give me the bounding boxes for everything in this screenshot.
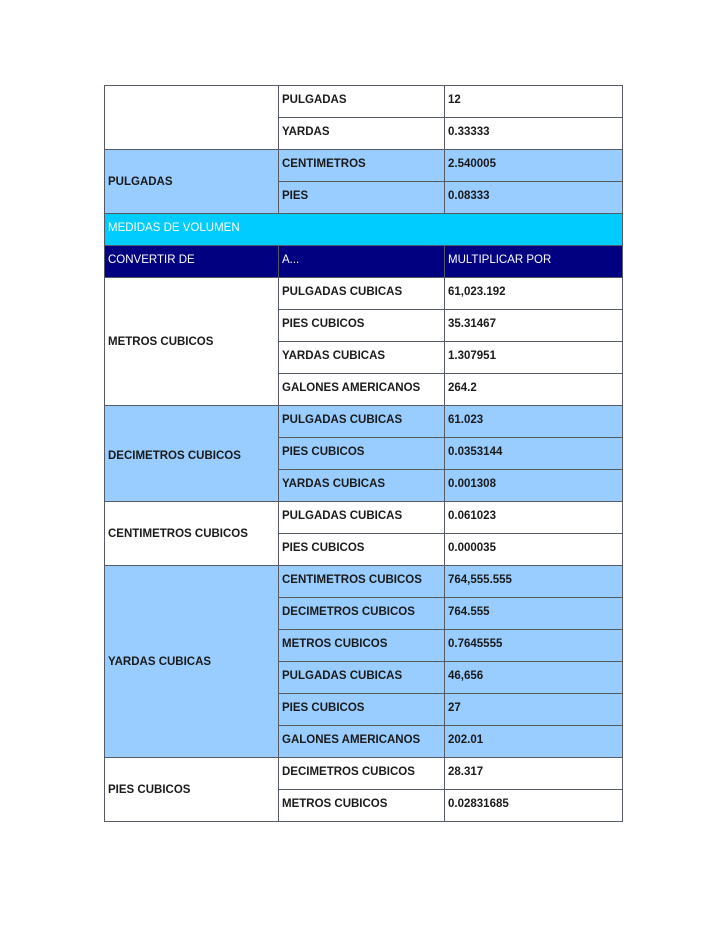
to-cell: PIES CUBICOS bbox=[279, 438, 445, 470]
to-cell: PULGADAS bbox=[279, 86, 445, 118]
factor-cell: 0.001308 bbox=[445, 470, 623, 502]
table-row bbox=[105, 150, 623, 182]
from-cell: CENTIMETROS CUBICOS bbox=[105, 502, 279, 566]
from-cell: DECIMETROS CUBICOS bbox=[105, 406, 279, 502]
conversion-table-body bbox=[105, 86, 623, 822]
to-cell: DECIMETROS CUBICOS bbox=[279, 758, 445, 790]
to-cell: GALONES AMERICANOS bbox=[279, 726, 445, 758]
factor-cell: 27 bbox=[445, 694, 623, 726]
header-from: CONVERTIR DE bbox=[105, 246, 279, 278]
to-cell: METROS CUBICOS bbox=[279, 630, 445, 662]
table-row bbox=[105, 758, 623, 790]
to-cell: METROS CUBICOS bbox=[279, 790, 445, 822]
to-cell: PIES CUBICOS bbox=[279, 694, 445, 726]
to-cell: YARDAS bbox=[279, 118, 445, 150]
from-cell-empty bbox=[105, 86, 279, 150]
table-row bbox=[105, 406, 623, 438]
conversion-table bbox=[104, 85, 623, 822]
to-cell: CENTIMETROS bbox=[279, 150, 445, 182]
factor-cell: 61.023 bbox=[445, 406, 623, 438]
document-page bbox=[104, 85, 622, 822]
factor-cell: 2.540005 bbox=[445, 150, 623, 182]
table-row bbox=[105, 86, 623, 118]
to-cell: PIES CUBICOS bbox=[279, 534, 445, 566]
factor-cell: 202.01 bbox=[445, 726, 623, 758]
factor-cell: 764,555.555 bbox=[445, 566, 623, 598]
section-title-row bbox=[105, 214, 623, 246]
factor-cell: 46,656 bbox=[445, 662, 623, 694]
factor-cell: 1.307951 bbox=[445, 342, 623, 374]
to-cell: CENTIMETROS CUBICOS bbox=[279, 566, 445, 598]
to-cell: PULGADAS CUBICAS bbox=[279, 662, 445, 694]
factor-cell: 264.2 bbox=[445, 374, 623, 406]
factor-cell: 12 bbox=[445, 86, 623, 118]
to-cell: PULGADAS CUBICAS bbox=[279, 278, 445, 310]
factor-cell: 0.02831685 bbox=[445, 790, 623, 822]
header-to: A... bbox=[279, 246, 445, 278]
factor-cell: 0.000035 bbox=[445, 534, 623, 566]
to-cell: YARDAS CUBICAS bbox=[279, 470, 445, 502]
factor-cell: 764.555 bbox=[445, 598, 623, 630]
factor-cell: 0.061023 bbox=[445, 502, 623, 534]
from-cell: PIES CUBICOS bbox=[105, 758, 279, 822]
to-cell: PIES CUBICOS bbox=[279, 310, 445, 342]
from-cell: YARDAS CUBICAS bbox=[105, 566, 279, 758]
factor-cell: 0.08333 bbox=[445, 182, 623, 214]
to-cell: PIES bbox=[279, 182, 445, 214]
to-cell: GALONES AMERICANOS bbox=[279, 374, 445, 406]
header-row bbox=[105, 246, 623, 278]
to-cell: YARDAS CUBICAS bbox=[279, 342, 445, 374]
from-cell: METROS CUBICOS bbox=[105, 278, 279, 406]
factor-cell: 0.0353144 bbox=[445, 438, 623, 470]
factor-cell: 0.33333 bbox=[445, 118, 623, 150]
from-cell: PULGADAS bbox=[105, 150, 279, 214]
factor-cell: 35.31467 bbox=[445, 310, 623, 342]
to-cell: PULGADAS CUBICAS bbox=[279, 406, 445, 438]
factor-cell: 61,023.192 bbox=[445, 278, 623, 310]
to-cell: PULGADAS CUBICAS bbox=[279, 502, 445, 534]
table-row bbox=[105, 278, 623, 310]
table-row bbox=[105, 566, 623, 598]
header-factor: MULTIPLICAR POR bbox=[445, 246, 623, 278]
factor-cell: 0.7645555 bbox=[445, 630, 623, 662]
table-row bbox=[105, 502, 623, 534]
section-title: MEDIDAS DE VOLUMEN bbox=[105, 214, 623, 246]
factor-cell: 28.317 bbox=[445, 758, 623, 790]
to-cell: DECIMETROS CUBICOS bbox=[279, 598, 445, 630]
